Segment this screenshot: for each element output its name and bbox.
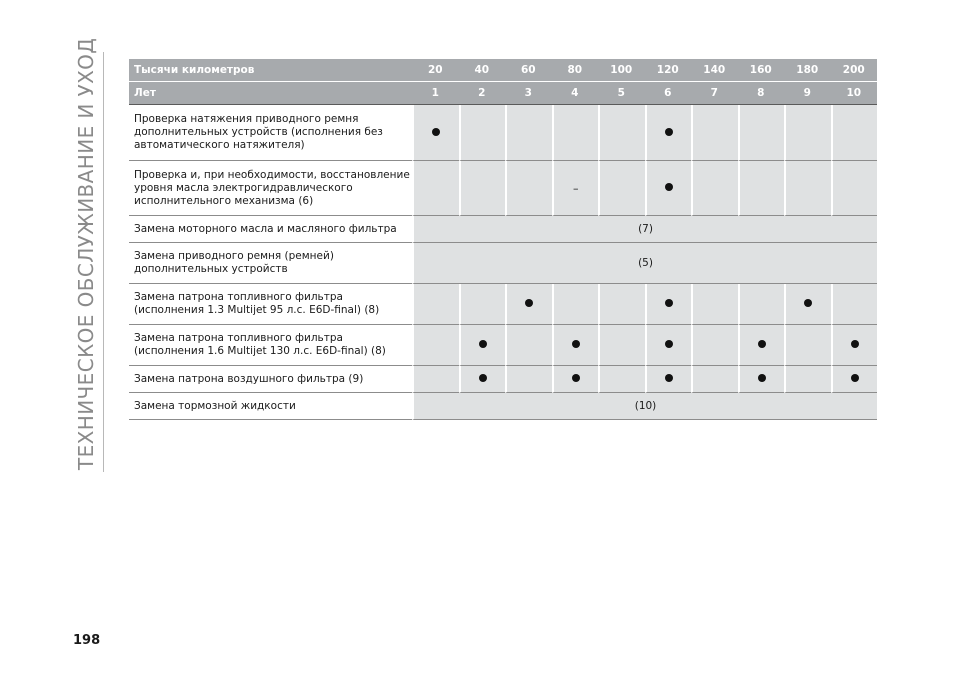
cell-mark	[851, 340, 859, 348]
schedule-cell	[412, 366, 459, 393]
table-row	[129, 393, 877, 420]
schedule-cell	[598, 325, 645, 366]
row-label: Проверка и, при необходимости, восстановление уровня масла электрогидравлического исполнительного механизма (6)	[129, 161, 412, 216]
cell-mark	[432, 128, 440, 136]
km-header-cell: 60	[505, 59, 552, 82]
schedule-cell	[598, 284, 645, 325]
table-row	[129, 161, 877, 216]
cell-mark: –	[573, 181, 579, 195]
schedule-cell	[784, 161, 831, 216]
table-row	[129, 243, 877, 284]
schedule-cell	[459, 161, 506, 216]
page-number: 198	[73, 633, 101, 648]
schedule-cell	[784, 325, 831, 366]
schedule-cell	[459, 284, 506, 325]
header-row-years	[129, 82, 877, 105]
schedule-cell	[459, 105, 506, 161]
cell-mark	[572, 340, 580, 348]
year-header-cell: 2	[459, 82, 506, 105]
span-note-cell: (5)	[412, 243, 877, 284]
cell-mark	[479, 340, 487, 348]
header-years-label: Лет	[129, 82, 412, 105]
table-row	[129, 366, 877, 393]
schedule-cell	[552, 105, 599, 161]
schedule-cell	[738, 366, 785, 393]
schedule-cell	[552, 284, 599, 325]
km-header-cell: 160	[738, 59, 785, 82]
schedule-cell	[738, 284, 785, 325]
schedule-cell	[691, 366, 738, 393]
table-row	[129, 216, 877, 243]
schedule-cell	[645, 105, 692, 161]
schedule-cell	[459, 366, 506, 393]
schedule-cell	[459, 325, 506, 366]
schedule-cell	[831, 366, 878, 393]
km-header-cell: 120	[645, 59, 692, 82]
schedule-cell	[831, 161, 878, 216]
cell-mark	[758, 340, 766, 348]
cell-mark	[665, 340, 673, 348]
schedule-cell	[691, 161, 738, 216]
schedule-cell	[552, 366, 599, 393]
year-header-cell: 8	[738, 82, 785, 105]
schedule-cell	[645, 161, 692, 216]
side-divider	[103, 52, 104, 472]
year-header-cell: 10	[831, 82, 878, 105]
schedule-cell	[645, 284, 692, 325]
header-km-label: Тысячи километров	[129, 59, 412, 82]
year-header-cell: 4	[552, 82, 599, 105]
schedule-cell	[691, 105, 738, 161]
schedule-cell	[831, 284, 878, 325]
year-header-cell: 1	[412, 82, 459, 105]
schedule-cell	[412, 105, 459, 161]
schedule-cell	[505, 161, 552, 216]
cell-mark	[758, 374, 766, 382]
schedule-cell	[691, 284, 738, 325]
schedule-cell	[645, 325, 692, 366]
cell-mark	[572, 374, 580, 382]
schedule-cell	[505, 284, 552, 325]
schedule-cell	[552, 161, 599, 216]
schedule-cell	[784, 284, 831, 325]
km-header-cell: 140	[691, 59, 738, 82]
schedule-cell	[645, 366, 692, 393]
schedule-cell	[738, 105, 785, 161]
schedule-cell	[784, 366, 831, 393]
year-header-cell: 9	[784, 82, 831, 105]
km-header-cell: 40	[459, 59, 506, 82]
schedule-cell	[412, 284, 459, 325]
schedule-cell	[598, 161, 645, 216]
table-row	[129, 325, 877, 366]
header-row-km	[129, 59, 877, 82]
schedule-cell	[738, 325, 785, 366]
row-label: Замена моторного масла и масляного фильтра	[129, 216, 412, 243]
row-label: Замена патрона воздушного фильтра (9)	[129, 366, 412, 393]
km-header-cell: 180	[784, 59, 831, 82]
km-header-cell: 20	[412, 59, 459, 82]
cell-mark	[665, 183, 673, 191]
cell-mark	[479, 374, 487, 382]
schedule-cell	[412, 325, 459, 366]
schedule-cell	[552, 325, 599, 366]
schedule-cell	[505, 366, 552, 393]
section-title-vertical: ТЕХНИЧЕСКОЕ ОБСЛУЖИВАНИЕ И УХОД	[74, 37, 98, 470]
schedule-cell	[691, 325, 738, 366]
year-header-cell: 7	[691, 82, 738, 105]
schedule-cell	[831, 105, 878, 161]
maintenance-schedule-table	[129, 59, 877, 420]
cell-mark	[665, 374, 673, 382]
row-label: Проверка натяжения приводного ремня дополнительных устройств (исполнения без автоматического натяжителя)	[129, 105, 412, 161]
year-header-cell: 3	[505, 82, 552, 105]
schedule-cell	[598, 366, 645, 393]
km-header-cell: 200	[831, 59, 878, 82]
table-row	[129, 284, 877, 325]
table-row	[129, 105, 877, 161]
year-header-cell: 5	[598, 82, 645, 105]
schedule-cell	[505, 105, 552, 161]
span-note-cell: (10)	[412, 393, 877, 420]
schedule-cell	[505, 325, 552, 366]
schedule-cell	[738, 161, 785, 216]
schedule-cell	[412, 161, 459, 216]
row-label: Замена патрона топливного фильтра (исполнения 1.3 Multijet 95 л.с. E6D-final) (8)	[129, 284, 412, 325]
km-header-cell: 80	[552, 59, 599, 82]
cell-mark	[665, 299, 673, 307]
schedule-cell	[831, 325, 878, 366]
km-header-cell: 100	[598, 59, 645, 82]
cell-mark	[525, 299, 533, 307]
schedule-cell	[784, 105, 831, 161]
row-label: Замена тормозной жидкости	[129, 393, 412, 420]
span-note-cell: (7)	[412, 216, 877, 243]
cell-mark	[851, 374, 859, 382]
year-header-cell: 6	[645, 82, 692, 105]
cell-mark	[665, 128, 673, 136]
schedule-cell	[598, 105, 645, 161]
cell-mark	[804, 299, 812, 307]
row-label: Замена патрона топливного фильтра (исполнения 1.6 Multijet 130 л.с. E6D-final) (8)	[129, 325, 412, 366]
row-label: Замена приводного ремня (ремней) дополнительных устройств	[129, 243, 412, 284]
